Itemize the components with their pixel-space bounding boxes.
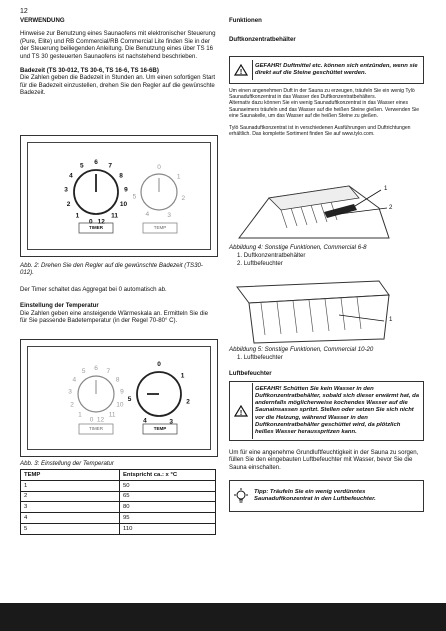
- dial-number: 11: [111, 212, 119, 220]
- table-row: [21, 513, 216, 524]
- duft-paragraph-2: Alternativ dazu können Sie ein wenig Saunaduftkonzentrat in das Wasser eines Saunaeimers träufeln und das Wasser auf die heißen Steine gießen. Verwenden Sie eine Saunakelle, um das Wasser auf die heißen Steine zu gießen.: [229, 100, 420, 119]
- dial-number: 3: [169, 418, 174, 426]
- figure-5-callout-1: 1: [389, 316, 393, 323]
- dial-number: 7: [108, 162, 113, 170]
- temp-label-fig3: TEMP: [153, 426, 167, 431]
- tip-box: [229, 480, 424, 512]
- page-footer-bar: [0, 603, 446, 631]
- dial-number: 5: [132, 193, 137, 201]
- temperature-heading: Einstellung der Temperatur: [20, 302, 99, 309]
- dial-number: 1: [78, 411, 82, 419]
- dial-number: 6: [94, 159, 98, 166]
- dial-number: 1: [176, 173, 181, 181]
- dial-number: 12: [97, 218, 105, 226]
- svg-text:!: !: [239, 69, 243, 76]
- dial-number: 4: [143, 417, 147, 425]
- dial-number: 8: [119, 172, 123, 180]
- warning-icon-2: [230, 405, 252, 417]
- table-cell: 1: [21, 480, 120, 491]
- timer-label-fig3: TIMER: [89, 426, 103, 431]
- dial-number: 8: [115, 376, 120, 384]
- dial-number: 6: [94, 365, 98, 372]
- control-panel-dials: [21, 136, 217, 256]
- dial-number: 5: [81, 368, 86, 376]
- figure-4-item-1: 1. Duftkonzentratbehälter: [237, 252, 306, 259]
- page-number: 12: [20, 8, 28, 15]
- heater-figure-4: [229, 168, 429, 240]
- figure-3-caption: Abb. 3: Einstellung der Temperatur: [20, 460, 114, 467]
- dial-number: 2: [70, 401, 74, 409]
- table-row: [21, 502, 216, 513]
- dial-number: 10: [116, 401, 124, 409]
- table-cell: 2: [21, 491, 120, 502]
- dial-number: 11: [108, 411, 116, 419]
- badezeit-heading: Badezeit (TS 30-012, TS 30-6, TS 16-6, TS 16-6B): [20, 67, 159, 75]
- warning-icon: [230, 64, 252, 76]
- control-panel-figure-3: [20, 339, 218, 457]
- dial-number: 3: [64, 186, 68, 194]
- dial-number: 2: [66, 200, 71, 208]
- table-row: [21, 523, 216, 534]
- heater-figure-5: [229, 275, 409, 345]
- luftbefeuchter-heading: Luftbefeuchter: [229, 370, 272, 377]
- figure-4-item-2: 2. Luftbefeuchter: [237, 260, 283, 267]
- dial-number: 2: [181, 195, 186, 202]
- svg-text:!: !: [239, 410, 243, 417]
- duft-paragraphs: [229, 88, 425, 137]
- table-row: [21, 491, 216, 502]
- dial-number: 5: [127, 396, 132, 404]
- timer-paragraph: Der Timer schaltet das Aggregat bei 0 automatisch ab.: [20, 286, 167, 293]
- dial-number: 4: [145, 211, 150, 219]
- intro-paragraph: Hinweise zur Benutzung eines Saunaofens mit elektronischer Steuerung (Pure, Elite) und RB Commercial/RB Commercial Lite finden Sie in der der Steuerung beiliegenden Anleitung. Die Benutzung eines über TS 16 und TS 30 gesteuerten Saunaofens ist nachstehend beschrieben.: [20, 30, 216, 60]
- dial-number: 2: [186, 398, 190, 406]
- table-cell: 3: [21, 502, 120, 513]
- dial-number: 3: [167, 211, 172, 219]
- dial-number: 9: [120, 388, 124, 396]
- duft-paragraph-3: Tylö Saunaduftkonzentrat ist in verschiedenen Ausführungen und Duftrichtungen erhältlich. Das komplette Sortiment finden Sie auf www.tylo.com.: [229, 125, 411, 138]
- warning-text-2: GEFAHR! Schütten Sie kein Wasser in den Duftkonzentratbehälter, sobald sich dieser erwärmt hat, da andernfalls möglicherweise kochendes Wasser auf die Saunainsassen spritzt. Stellen oder setzen Sie sich nicht vor die Heizung, während Wasser in den Duftkonzentratbehälter geschüttet wird, da plötzlich heißes Wasser herausspritzen kann.: [252, 383, 423, 439]
- duftkonzentrat-heading: Duftkonzentratbehälter: [229, 36, 296, 43]
- dial-number: 5: [79, 162, 84, 170]
- table-header-row: [21, 470, 216, 481]
- control-panel-figure-2: [20, 135, 218, 257]
- badezeit-paragraph: Die Zahlen geben die Badezeit in Stunden an. Um einen sofortigen Start für die Badezeit einzustellen, drehen Sie den Regler auf die gewünschte Badezeit.: [20, 74, 216, 97]
- functions-heading: Funktionen: [229, 17, 262, 24]
- temperature-paragraph: Die Zahlen geben eine ansteigende Wärmeskala an. Ermitteln Sie die für Sie passende Badetemperatur (in der Regel 70-80° C).: [20, 310, 208, 325]
- warning-box-1: [229, 56, 424, 84]
- table-header-cell: Entspricht ca.: x °C: [120, 470, 216, 481]
- section-heading-verwendung: VERWENDUNG: [20, 17, 65, 24]
- warning-box-2: [229, 381, 424, 441]
- dial-number: 12: [96, 416, 105, 424]
- dial-number: 0: [88, 218, 93, 226]
- table-cell: 110: [120, 523, 216, 534]
- dial-number: 0: [157, 361, 161, 368]
- left-column: [20, 17, 216, 97]
- dial-number: 9: [124, 186, 128, 194]
- table-cell: 5: [21, 523, 120, 534]
- table-cell: 50: [120, 480, 216, 491]
- control-panel-dials-temp: [21, 340, 217, 456]
- timer-label: TIMER: [89, 225, 103, 230]
- temp-label: TEMP: [153, 225, 167, 230]
- dial-number: 1: [75, 212, 80, 220]
- dial-number: 4: [72, 376, 77, 384]
- dial-number: 10: [119, 200, 128, 208]
- warning-text-1: GEFAHR! Duftmittel etc. können sich entzünden, wenn sie direkt auf die Steine geschüttet werden.: [252, 60, 423, 80]
- figure-4-callout-1: 1: [384, 185, 388, 192]
- dial-number: 0: [89, 416, 94, 424]
- figure-4-callout-2: 2: [389, 204, 393, 211]
- temperature-table: [20, 469, 216, 535]
- duft-paragraph-1: Um einen angenehmen Duft in der Sauna zu erzeugen, träufeln Sie ein wenig Tylö Saunaduftkonzentrat in das Wasser des Duftkonzentratbehälters.: [229, 88, 415, 101]
- dial-number: 7: [106, 368, 111, 376]
- figure-5-item-1: 1. Luftbefeuchter: [237, 354, 283, 361]
- table-cell: 65: [120, 491, 216, 502]
- luftbefeuchter-paragraph: Um für eine angenehme Grundluftfeuchtigkeit in der Sauna zu sorgen, füllen Sie den eingebauten Luftbefeuchter mit Wasser, bevor Sie die Sauna einschalten.: [229, 449, 419, 471]
- figure-2-caption: Abb. 2: Drehen Sie den Regler auf die gewünschte Badezeit (TS30-012).: [20, 262, 203, 277]
- dial-number: 0: [157, 164, 161, 171]
- figure-4-caption: Abbildung 4: Sonstige Funktionen, Commercial 6-8: [229, 244, 367, 251]
- table-cell: 80: [120, 502, 216, 513]
- dial-number: 4: [69, 172, 73, 180]
- table-header-cell: TEMP: [21, 470, 120, 481]
- dial-number: 1: [180, 372, 185, 380]
- dial-number: 3: [68, 388, 72, 396]
- tip-text: Tipp: Träufeln Sie ein wenig verdünntes Saunaduftkonzentrat in den Luftbefeuchter.: [254, 488, 376, 502]
- table-row: [21, 480, 216, 491]
- table-cell: 95: [120, 513, 216, 524]
- lightbulb-icon: [230, 488, 252, 504]
- table-cell: 4: [21, 513, 120, 524]
- figure-5-caption: Abbildung 5: Sonstige Funktionen, Commercial 10-20: [229, 346, 374, 353]
